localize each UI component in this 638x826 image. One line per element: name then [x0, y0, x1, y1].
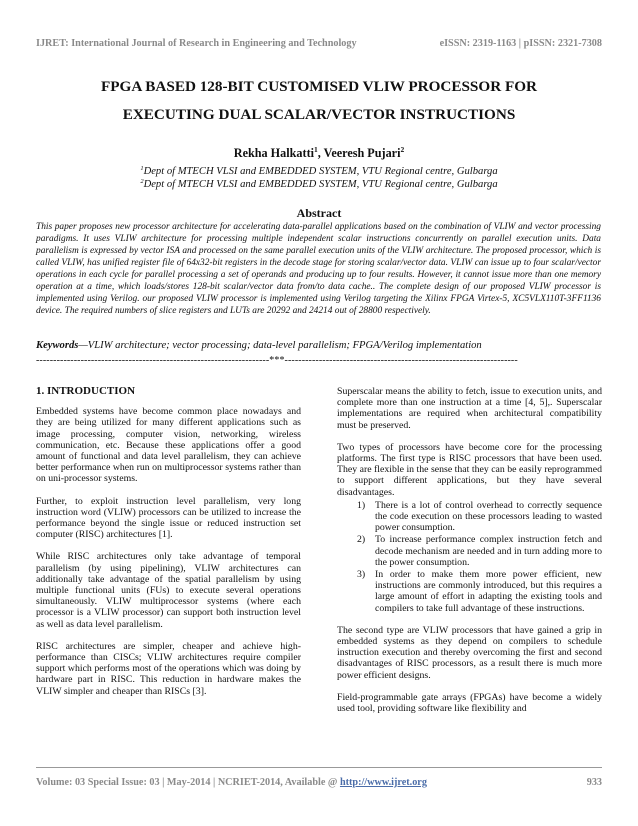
author-list — [0, 145, 638, 161]
section-heading-introduction: 1. INTRODUCTION — [36, 385, 136, 397]
left-column — [36, 386, 301, 697]
affiliation-2-marker: 2 — [140, 178, 144, 185]
affiliation-1-text: Dept of MTECH VLSI and EMBEDDED SYSTEM, VTU Regional centre, Gulbarga — [143, 166, 498, 177]
paragraph: RISC architectures are simpler, cheaper and achieve high-performance than CISCs; VLIW architectures require compiler support which performs most of the operations which was doing by hardware part in RISC. This reduction in hardware makes the VLIW simpler and cheaper than RISCs [3]. — [36, 640, 301, 697]
author-2: Veeresh Pujari — [323, 146, 401, 160]
paragraph: Two types of processors have become core for the processing platforms. The first type is RISC processors that have been used. They are flexible in the sense that they can be easily reprogrammed to support different applications, but they have several disadvantages. — [337, 441, 602, 498]
paragraph: Field-programmable gate arrays (FPGAs) have become a widely used tool, providing software like flexibility and — [337, 691, 602, 715]
keywords-text: —VLIW architecture; vector processing; data-level parallelism; FPGA/Verilog implementation — [78, 340, 482, 351]
right-column — [337, 386, 602, 714]
footer-info — [36, 777, 427, 788]
affiliation-2 — [0, 179, 638, 191]
journal-website-link[interactable]: http://www.ijret.org — [339, 777, 427, 788]
list-item-text: There is a lot of control overhead to correctly sequence the code execution on these processors leading to wasted power consumption. — [375, 499, 602, 534]
list-item — [337, 500, 602, 534]
keywords-label: Keywords — [36, 340, 79, 351]
paragraph: While RISC architectures only take advantage of temporal parallelism (by using pipelining), VLIW architectures can additionally take advantage of the spatial parallelism by using multiple functional units (FUs) to execute several operations simultaneously. VLIW multiprocessor systems (where each processor is a VLIW processor) can support both instruction level as well as data level parallelism. — [36, 551, 301, 630]
disadvantages-list — [337, 500, 602, 614]
author-1: Rekha Halkatti — [233, 146, 315, 160]
list-item — [337, 569, 602, 614]
list-item-number: 3) — [357, 569, 366, 581]
running-header — [36, 38, 602, 49]
paragraph: Further, to exploit instruction level parallelism, very long instruction word (VLIW) processors can be utilized to increase the performance beyond the single issue or reduced instruction set computer (RISC) architectures [1]. — [36, 495, 301, 541]
paper-title-line-1: FPGA BASED 128-BIT CUSTOMISED VLIW PROCESSOR FOR — [100, 78, 538, 95]
page-number: 933 — [586, 777, 602, 788]
list-item — [337, 534, 602, 568]
section-separator: --------------------------------------------------------------------***-------------------------------------------------------------------- — [36, 355, 518, 366]
affiliation-2-text: Dept of MTECH VLSI and EMBEDDED SYSTEM, VTU Regional centre, Gulbarga — [143, 179, 498, 190]
journal-name: IJRET: International Journal of Research in Engineering and Technology — [36, 38, 357, 49]
issn-info: eISSN: 2319-1163 | pISSN: 2321-7308 — [439, 38, 602, 49]
footer-divider — [36, 767, 602, 768]
list-item-text: In order to make them more power efficient, new instructions are commonly introduced, but this requires a large amount of effort in adapting the existing tools and compilers to take full advantage of these instructions. — [375, 569, 602, 614]
paragraph: Superscalar means the ability to fetch, issue to execution units, and complete more than one instruction at a time [4, 5],. Superscalar implementations are required when architectural compatibility must be preserved. — [337, 386, 602, 431]
paragraph: The second type are VLIW processors that have gained a grip in embedded systems as they depend on compilers to schedule instruction execution and thereby overcoming the first and second disadvantages of RISC processors, as a result there is much more power efficient designs. — [337, 624, 602, 681]
author-separator: , — [317, 146, 324, 160]
affiliation-1 — [0, 166, 638, 178]
list-item-text: To increase performance complex instruction fetch and decode mechanism are needed and in turn adding more to the power consumption. — [375, 534, 602, 568]
footer-text: Volume: 03 Special Issue: 03 | May-2014 | NCRIET-2014, Available @ — [36, 777, 340, 788]
list-item-number: 2) — [357, 534, 366, 546]
author-1-marker: 1 — [314, 145, 318, 154]
paper-title-line-2: EXECUTING DUAL SCALAR/VECTOR INSTRUCTIONS — [122, 106, 516, 123]
keywords-line — [36, 340, 606, 351]
abstract-heading: Abstract — [296, 206, 342, 220]
list-item-number: 1) — [357, 499, 366, 511]
page-footer — [36, 777, 602, 788]
author-2-marker: 2 — [400, 145, 405, 154]
abstract-body: This paper proposes new processor architecture for accelerating data-parallel applications based on the combination of VLIW and vector processing paradigms. It uses VLIW architecture for processing multiple independent scalar instructions concurrently on parallel execution units. Data parallelism is expressed by vector ISA and processed on the same parallel execution units of the VLIW architecture. The proposed processor, which is called VLIW, has unified register file of 64x32-bit registers in the decode stage for storing scalar/vector data. VLIW can issue up to four scalar/vector operations in each cycle for parallel processing a set of operands and producing up to four results. However, it cannot issue more than one memory operation at a time, which loads/stores 128-bit scalar/vector data from/to data cache.. The complete design of our proposed VLIW processor is implemented using Verilog. our proposed VLIW processor is implemented using Verilog targeting the Xilinx FPGA Virtex-5, XC5VLX110T-3FF1136 device. The required numbers of slice registers and LUTs are 20292 and 24214 out of 28800 respectively. — [36, 222, 601, 316]
paragraph: Embedded systems have become common place nowadays and they are being utilized for many different applications such as image processing, computer vision, networking, wireless communication, etc. Because these applications offer a good amount of functional and data level parallelism, they can achieve better performance when run on multiprocessor systems rather than on uni-processor systems. — [36, 406, 301, 485]
affiliation-1-marker: 1 — [140, 165, 144, 172]
